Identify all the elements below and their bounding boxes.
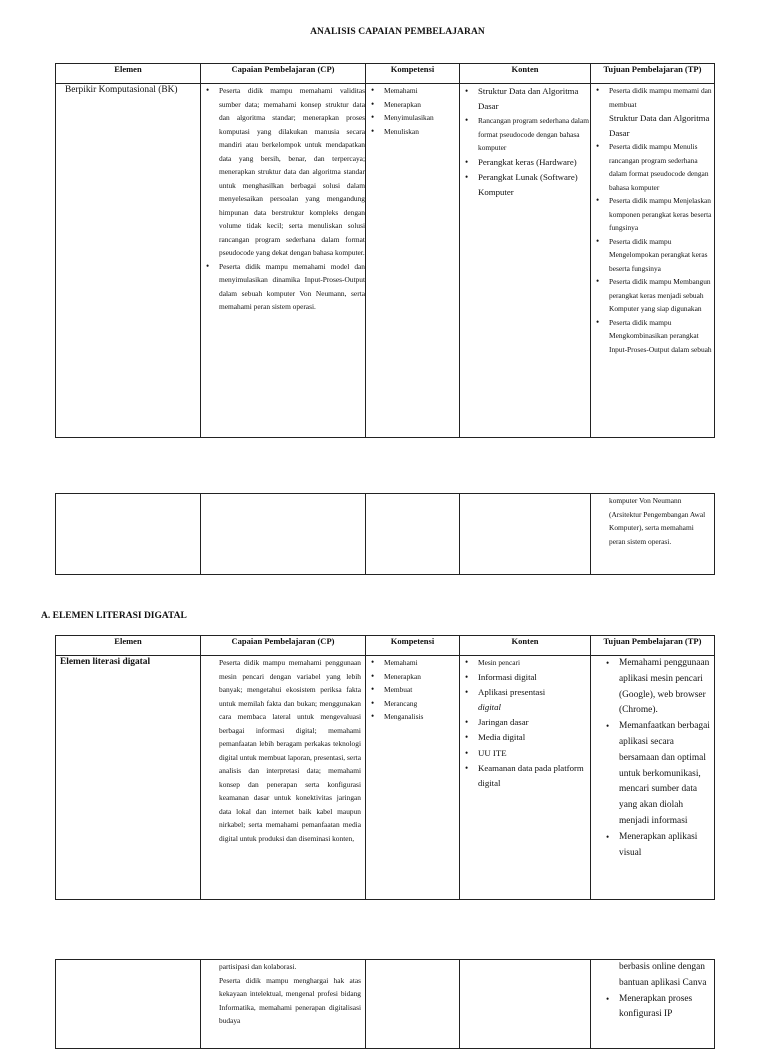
cp-cell (201, 84, 366, 438)
header-cp: Capaian Pembelajaran (CP) (201, 636, 366, 656)
cp-analysis-table-literasi-digital-continued (55, 959, 715, 1049)
kompetensi-item: • Menuliskan (366, 125, 459, 139)
header-elemen: Elemen (56, 636, 201, 656)
cp-text: Peserta didik mampu memahami penggunaan mesin pencari dengan variabel yang lebih banyak; mengetahui ekosistem periksa fakta untuk memilah fakta dan bukan; menggunakan cara membaca lateral untuk mengevaluasi berbagai informasi digital; memahami pemanfaatan lebih beragam perkakas teknologi digital untuk membuat laporan, presentasi, serta analisis dan interpretasi data; memahami konsep dan penerapan serta konfigurasi keamanan dasar untuk konektivitas jaringan data lokal dan internet baik kabel maupun nirkabel; serta memahami pemanfaatan media digital untuk produksi dan diseminasi konten, (219, 658, 361, 843)
cp-continuation-line: partisipasi dan kolaborasi. (219, 962, 297, 971)
tp-item: • Peserta didik mampu Membangun perangkat keras menjadi sebuah Komputer yang siap digunakan (591, 275, 714, 316)
konten-cell (460, 656, 591, 900)
cp-cell (201, 960, 366, 1049)
header-kompetensi: Kompetensi (366, 636, 460, 656)
tp-item-lead: Peserta didik mampu memami dan membuat (609, 86, 712, 109)
cp-item: • Peserta didik mampu memahami model dan menyimulasikan dinamika Input-Proses-Output dalam sebuah komputer Von Neumann, serta memahami peran sistem operasi. (201, 260, 365, 314)
cp-analysis-table-literasi-digital (55, 635, 715, 900)
elemen-cell (56, 960, 201, 1049)
header-konten: Konten (460, 64, 591, 84)
tp-item: • Memanfaatkan berbagai aplikasi secara bersamaan dan optimal untuk berkomunikasi, mencari sumber data yang akan diolah menjadi informasi (601, 719, 714, 830)
kompetensi-item: • Menyimulasikan (366, 111, 459, 125)
kompetensi-item: • Menerapkan (366, 670, 459, 684)
tp-cell (591, 960, 715, 1049)
konten-item: • Perangkat keras (Hardware) (460, 155, 590, 170)
header-kompetensi: Kompetensi (366, 64, 460, 84)
konten-cell (460, 84, 591, 438)
kompetensi-item: • Merancang (366, 697, 459, 711)
header-konten: Konten (460, 636, 591, 656)
header-elemen: Elemen (56, 64, 201, 84)
tp-item: • Peserta didik mampu Mengkombinasikan perangkat Input-Proses-Output dalam sebuah (591, 316, 714, 357)
konten-item: • Mesin pencari (460, 656, 590, 670)
konten-cell (460, 960, 591, 1049)
tp-cell (591, 494, 715, 575)
tp-continuation: komputer Von Neumann (Arsitektur Pengembangan Awal Komputer), serta memahami peran sistem operasi. (609, 496, 706, 546)
konten-cell (460, 494, 591, 575)
tp-cell (591, 84, 715, 438)
cp-cell (201, 656, 366, 900)
section-heading: A. ELEMEN LITERASI DIGATAL (41, 611, 187, 621)
cp-cell (201, 494, 366, 575)
tp-item (591, 84, 714, 140)
cp-analysis-table-bk-continued (55, 493, 715, 575)
konten-item: • Struktur Data dan Algoritma Dasar (460, 84, 590, 114)
header-cp: Capaian Pembelajaran (CP) (201, 64, 366, 84)
kompetensi-item: • Menerapkan (366, 98, 459, 112)
tp-item-tail: Struktur Data dan Algoritma Dasar (609, 113, 710, 138)
tp-cell (591, 656, 715, 900)
konten-item: • Media digital (460, 730, 590, 745)
konten-item: • Informasi digital (460, 670, 590, 685)
elemen-cell (56, 656, 201, 900)
kompetensi-cell (366, 84, 460, 438)
kompetensi-cell (366, 494, 460, 575)
tp-item: • Memahami penggunaan aplikasi mesin pencari (Google), web browser (Chrome). (601, 656, 714, 719)
elemen-label: Berpikir Komputasional (BK) (65, 85, 178, 95)
kompetensi-item: • Memahami (366, 84, 459, 98)
tp-continuation: berbasis online dengan bantuan aplikasi Canva (619, 962, 707, 988)
kompetensi-item: • Menganalisis (366, 710, 459, 724)
konten-item-text: Aplikasi presentasi (478, 686, 546, 697)
tp-item: • Menerapkan proses konfigurasi IP (601, 992, 714, 1024)
konten-item-italic: digital (478, 701, 501, 712)
kompetensi-item: • Memahami (366, 656, 459, 670)
konten-item: • Perangkat Lunak (Software) Komputer (460, 170, 590, 200)
konten-item: • Keamanan data pada platform digital (460, 761, 590, 791)
cp-analysis-table-bk (55, 63, 715, 438)
elemen-cell (56, 494, 201, 575)
cp-continuation-text: Peserta didik mampu menghargai hak atas kekayaan intelektual, mengenal profesi bidang Informatika, memahami penerapan digitalisasi budaya (219, 975, 361, 1025)
elemen-label: Elemen literasi digatal (60, 657, 151, 667)
tp-item: • Peserta didik mampu Mengelompokan perangkat keras beserta fungsinya (591, 235, 714, 276)
tp-item: • Menerapkan aplikasi visual (601, 830, 714, 862)
tp-item: • Peserta didik mampu Menjelaskan komponen perangkat keras beserta fungsinya (591, 194, 714, 235)
document-title: ANALISIS CAPAIAN PEMBELAJARAN (310, 27, 485, 37)
elemen-cell (56, 84, 201, 438)
header-tp: Tujuan Pembelajaran (TP) (591, 636, 715, 656)
konten-item: • Rancangan program sederhana dalam format pseudocode dengan bahasa komputer (460, 114, 590, 155)
konten-item (460, 685, 590, 715)
kompetensi-cell (366, 656, 460, 900)
kompetensi-cell (366, 960, 460, 1049)
konten-item: • Jaringan dasar (460, 715, 590, 730)
kompetensi-item: • Membuat (366, 683, 459, 697)
cp-item: • Peserta didik mampu memahami validitas sumber data; memahami konsep struktur data dan algoritma standar; menerapkan proses komputasi yang dilakukan manusia secara mandiri atau berkelompok untuk mendapatkan data yang bersih, benar, dan terpercaya; menerapkan struktur data dan algoritma standar untuk menghasilkan berbagai solusi dalam menyelesaikan persoalan yang mengandung himpunan data berstruktur kompleks dengan volume tidak kecil; serta menuliskan solusi rancangan program sederhana dalam format pseudocode yang dekat dengan bahasa komputer. (201, 84, 365, 260)
tp-item: • Peserta didik mampu Menulis rancangan program sederhana dalam format pseudocode dengan bahasa komputer (591, 140, 714, 194)
konten-item: • UU ITE (460, 746, 590, 761)
header-tp: Tujuan Pembelajaran (TP) (591, 64, 715, 84)
